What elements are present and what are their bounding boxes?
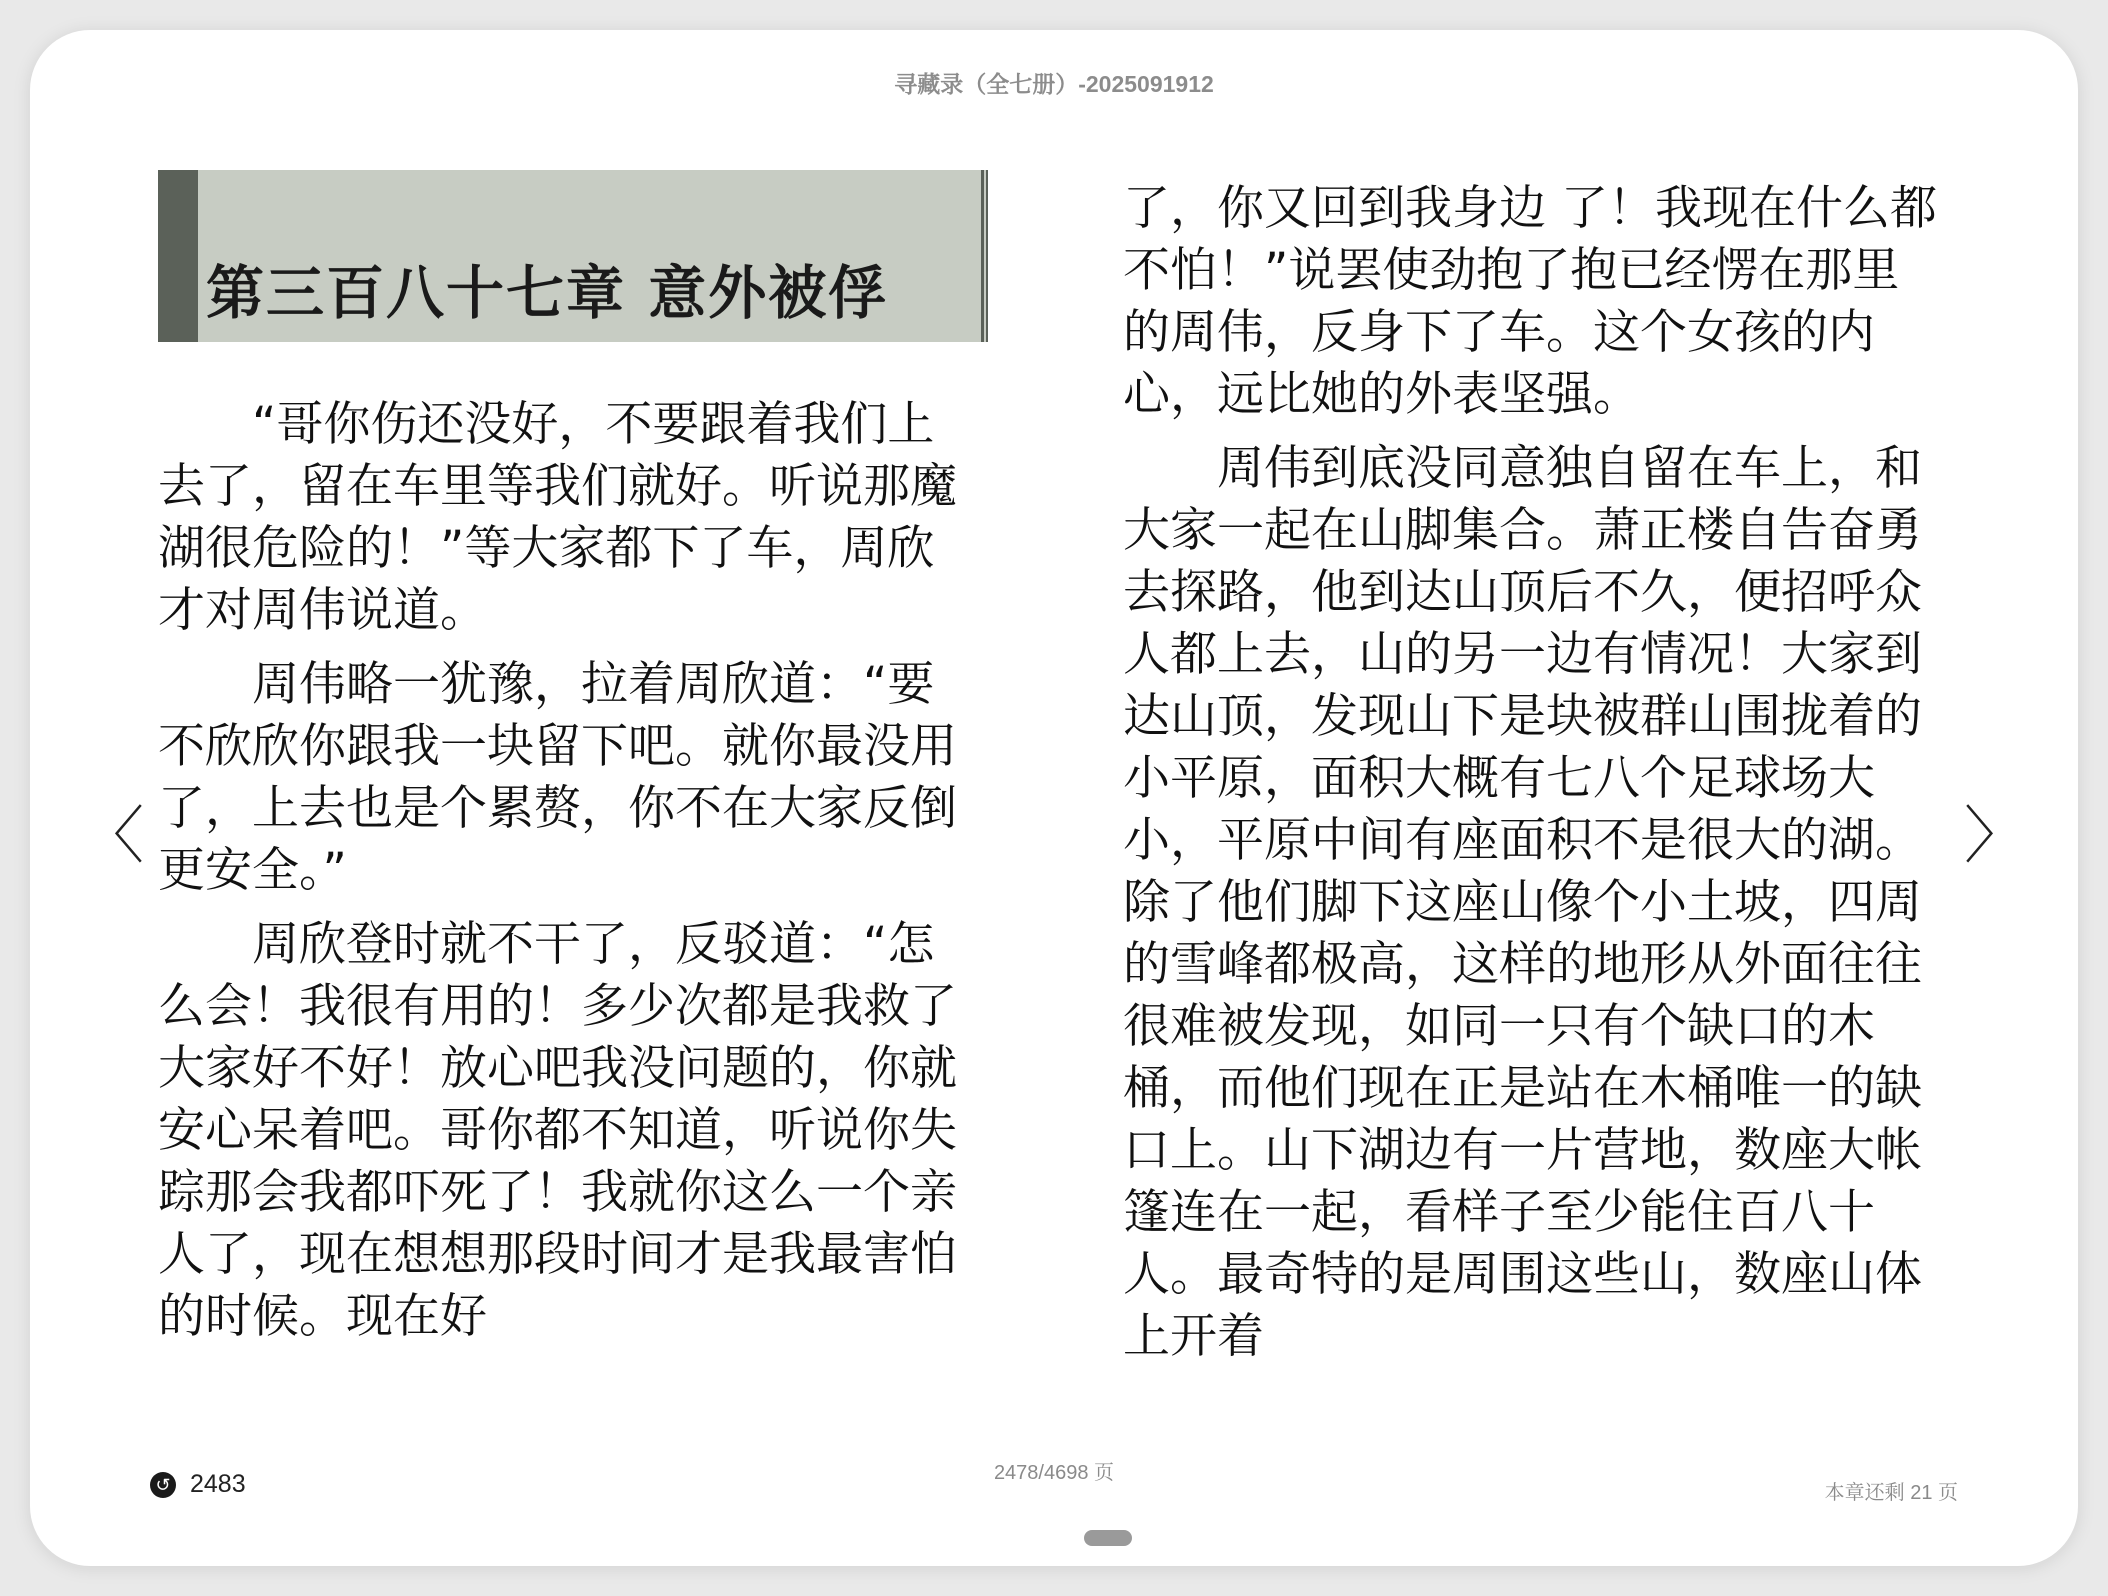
chapter-header-band	[158, 170, 198, 342]
right-page[interactable]	[1123, 178, 1938, 1380]
history-count: 2483	[190, 1470, 246, 1498]
paragraph: 周欣登时就不干了，反驳道：“怎么会！我很有用的！多少次都是我救了大家好不好！放心吧我没问题的，你就安心呆着吧。哥你都不知道，听说你失踪那会我都吓死了！我就你这么一个亲人了，现在想想那段时间才是我最害怕的时候。现在好	[158, 917, 957, 1344]
chapter-header-rule	[986, 170, 988, 342]
chapter-header	[158, 170, 988, 342]
book-title: 寻藏录（全七册）-2025091912	[894, 71, 1214, 97]
chapter-remaining: 本章还剩 21 页	[1824, 1482, 1958, 1504]
paragraph: 周伟略一犹豫，拉着周欣道：“要不欣欣你跟我一块留下吧。就你最没用了，上去也是个累赘，你不在大家反倒更安全。”	[158, 657, 957, 898]
next-page-button[interactable]: 〉	[1963, 799, 2026, 872]
prev-page-button[interactable]: 〈	[82, 799, 145, 872]
chapter-title: 第三百八十七章 意外被俘	[206, 259, 889, 327]
page-indicator: 2478/4698 页	[993, 1462, 1115, 1484]
history-icon: ↺	[150, 1472, 176, 1498]
chapter-header-rule	[981, 170, 984, 342]
paragraph: “哥你伤还没好，不要跟着我们上去了，留在车里等我们就好。听说那魔湖很危险的！”等大家都下了车，周欣才对周伟说道。	[158, 397, 957, 638]
paragraph: 周伟到底没同意独自留在车上，和大家一起在山脚集合。萧正楼自告奋勇去探路，他到达山顶后不久，便招呼众人都上去，山的另一边有情况！大家到达山顶，发现山下是块被群山围拢着的小平原，面积大概有七八个足球场大小，平原中间有座面积不是很大的湖。除了他们脚下这座山像个小土坡，四周的雪峰都极高，这样的地形从外面往往很难被发现，如同一只有个缺口的木桶，而他们现在正是站在木桶唯一的缺口上。山下湖边有一片营地，数座大帐篷连在一起，看样子至少能住百八十人。最奇特的是周围这些山，数座山体上开着	[1123, 441, 1922, 1364]
paragraph: 了，你又回到我身边 了！我现在什么都不怕！”说罢使劲抱了抱已经愣在那里的周伟，反身下了车。这个女孩的内心，远比她的外表坚强。	[1123, 181, 1937, 422]
home-indicator[interactable]	[1084, 1530, 1132, 1546]
reader-window	[30, 30, 2078, 1566]
left-page[interactable]	[158, 170, 973, 1360]
